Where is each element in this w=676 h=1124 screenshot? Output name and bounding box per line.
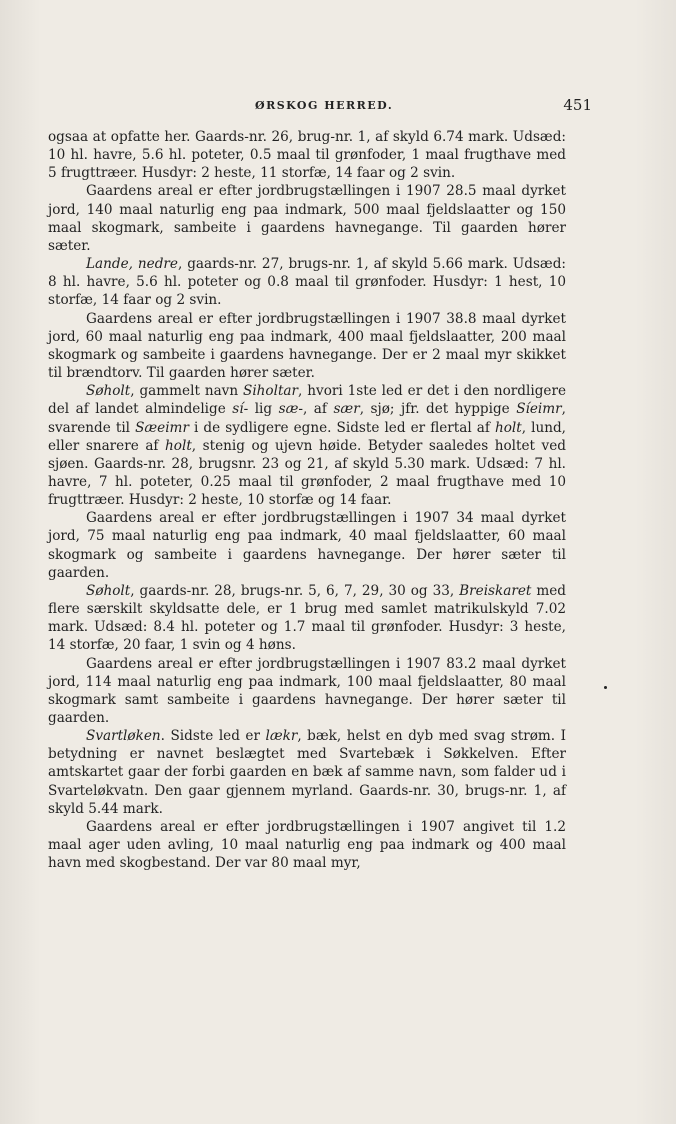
text-run: , lund, eller snarere af: [48, 419, 566, 454]
paragraph: [48, 509, 566, 582]
italic-term: holt: [165, 437, 192, 454]
text-run: , gammelt navn: [130, 383, 244, 400]
text-run: , gaards-nr. 27, brugs-nr. 1, af skyld 5.66 mark. Udsæd: 8 hl. havre, 5.6 hl. poteter og 0.8 maal til grønfoder. Husdyr: 1 hest, 10 storfæ, 14 faar og 2 svin.: [48, 256, 566, 309]
text-run: , gaards-nr. 28, brugs-nr. 5, 6, 7, 29, 30 og 33,: [130, 582, 460, 599]
italic-term: Breiskaret: [459, 582, 532, 599]
margin-mark: [604, 686, 607, 689]
text-run: med flere særskilt skyldsatte dele, er 1 brug med samlet matrikulskyld 7.02 mark. Udsæd: 8.4 hl. poteter og 1.7 maal til grønfoder. Husdyr: 3 heste, 14 storfæ, 20 faar, 1 svin og 4 høns.: [48, 582, 566, 654]
italic-term: Lande, nedre: [86, 256, 178, 273]
text-run: Gaardens areal er efter jordbrugstællingen i 1907 83.2 maal dyrket jord, 114 maal naturlig eng paa indmark, 100 maal fjeldslaatter, 80 maal skogmark samt sambeite i gaardens havnegange. Der hører sæter til gaarden.: [48, 655, 566, 726]
text-run: Gaardens areal er efter jordbrugstællingen i 1907 28.5 maal dyrket jord, 140 maal naturlig eng paa indmark, 500 maal fjeldslaatter og 150 maal skogmark, sambeite i gaardens havnegange. Til gaarden hører sæter.: [48, 183, 566, 254]
text-run: , svarende til: [48, 401, 566, 436]
text-run: , af: [302, 401, 334, 418]
page-number: 451: [563, 96, 592, 114]
text-run: , stenig og ujevn høide. Betyder saaledes holtet ved sjøen. Gaards-nr. 28, brugsnr. 23 og 21, af skyld 5.30 mark. Udsæd: 7 hl. havre, 7 hl. poteter, 0.25 maal til grønfoder, 2 maal frugthave med 10 frugttræer. Husdyr: 2 heste, 10 storfæ og 14 faar.: [48, 437, 566, 509]
text-run: lig: [248, 401, 279, 418]
text-run: ogsaa at opfatte her. Gaards-nr. 26, brug-nr. 1, af skyld 6.74 mark. Udsæd: 10 hl. havre, 5.6 hl. poteter, 0.5 maal til grønfoder, 1 maal frugthave med 5 frugttræer. Husdyr: 2 heste, 11 storfæ, 14 faar og 2 svin.: [48, 129, 566, 182]
italic-term: Søholt: [86, 582, 131, 599]
paragraph: [48, 255, 566, 309]
italic-term: sær: [333, 401, 360, 418]
running-title: ØRSKOG HERRED.: [255, 99, 394, 112]
italic-term: Síeimr: [516, 401, 562, 418]
paragraph: [48, 655, 566, 728]
paragraph: [48, 382, 566, 509]
text-run: . Sidste led er: [160, 728, 266, 745]
paragraph: [48, 727, 566, 818]
italic-term: Svartløken: [86, 728, 161, 745]
italic-term: sí-: [232, 401, 249, 418]
text-run: i de sydligere egne. Sidste led er flertal af: [188, 419, 495, 436]
text-run: Gaardens areal er efter jordbrugstællingen i 1907 38.8 maal dyrket jord, 60 maal naturlig eng paa indmark, 400 maal fjeldslaatter, 200 maal skogmark og sambeite i gaardens havnegange. Der er 2 maal myr skikket til brændtorv. Til gaarden hører sæter.: [48, 310, 566, 382]
text-run: , sjø; jfr. det hyppige: [359, 401, 517, 418]
text-run: , bæk, helst en dyb med svag strøm. I betydning er navnet beslægtet med Svartebæk i Søkkelven. Efter amtskartet gaar der forbi gaarden en bæk af samme navn, som falder ud i Svarteløkvatn. Den gaar gjennem myrland. Gaards-nr. 30, brugs-nr. 1, af skyld 5.44 mark.: [48, 728, 566, 817]
italic-term: Søholt: [86, 383, 131, 400]
body-text: [48, 128, 566, 872]
italic-term: Siholtar: [243, 383, 299, 400]
paragraph: [48, 128, 566, 182]
text-run: , hvori 1ste led er det i den nordligere del af landet almindelige: [48, 383, 566, 418]
paragraph: [48, 582, 566, 655]
paragraph: [48, 182, 566, 255]
running-header: [40, 96, 592, 119]
italic-term: lækr: [265, 728, 298, 745]
paragraph: [48, 310, 566, 383]
italic-term: holt: [494, 419, 522, 436]
italic-term: sæ-: [278, 401, 303, 418]
text-run: Gaardens areal er efter jordbrugstællingen i 1907 angivet til 1.2 maal ager uden avling, 10 maal naturlig eng paa indmark og 400 maal havn med skogbestand. Der var 80 maal myr,: [48, 818, 566, 872]
italic-term: Sæeimr: [135, 419, 189, 436]
text-run: Gaardens areal er efter jordbrugstællingen i 1907 34 maal dyrket jord, 75 maal naturlig eng paa indmark, 40 maal fjeldslaatter, 60 maal skogmark og sambeite i gaardens havnegange. Der hører sæter til gaarden.: [48, 510, 566, 581]
paragraph: [48, 818, 566, 872]
